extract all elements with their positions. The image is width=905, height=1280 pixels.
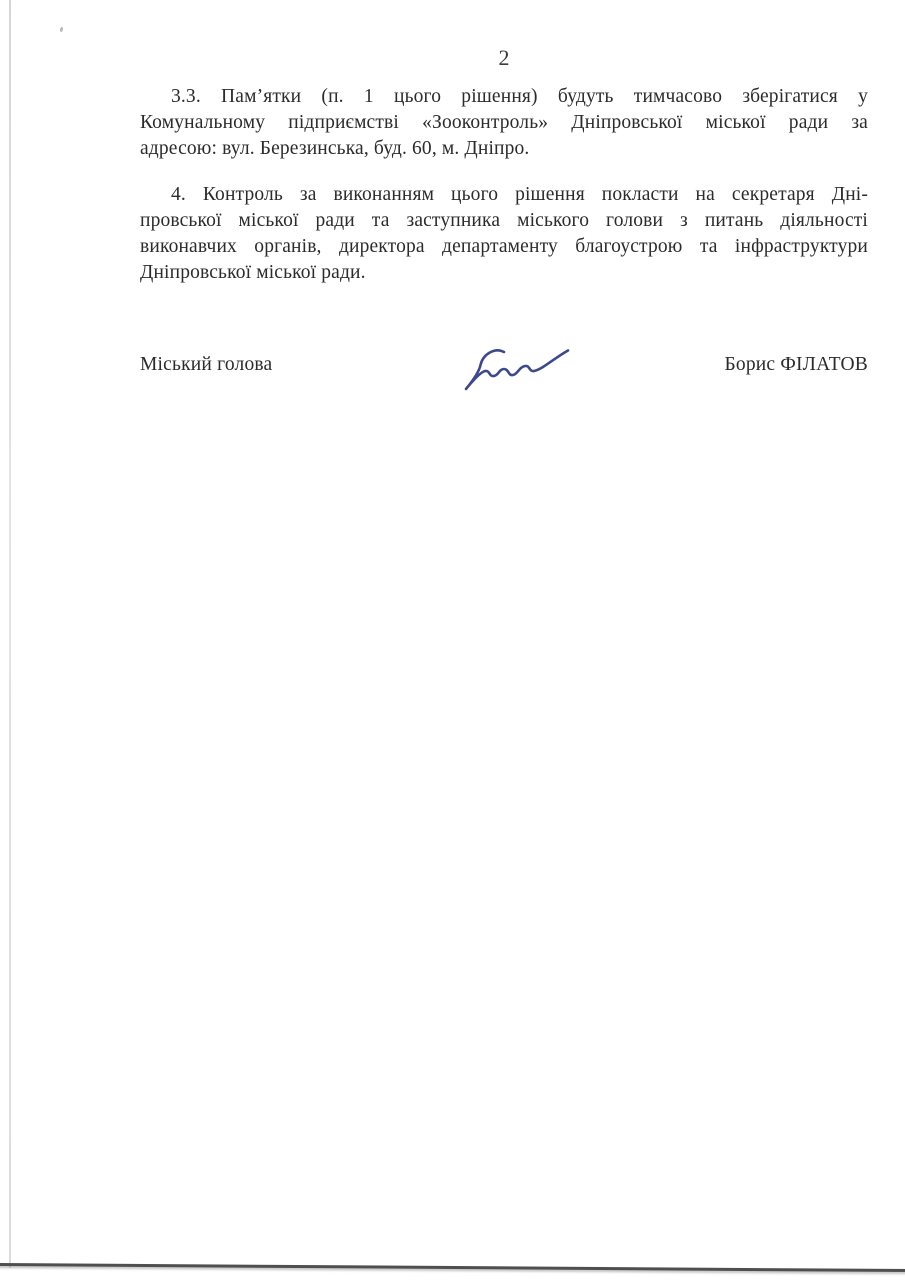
text-line: провської міської ради та заступника міського голови з питань діяльності bbox=[140, 210, 868, 231]
signature-stroke bbox=[466, 350, 568, 389]
text-line: виконавчих органів, директора департаменту благоустрою та інфраструктури bbox=[140, 236, 868, 257]
scan-speck bbox=[60, 27, 64, 33]
text-line: адресою: вул. Березинська, буд. 60, м. Дніпро. bbox=[140, 138, 530, 159]
handwritten-signature-icon bbox=[455, 340, 585, 400]
paragraph-4 bbox=[140, 182, 868, 286]
text-line: 3.3. Пам’ятки (п. 1 цього рішення) будуть тимчасово зберігатися у bbox=[171, 86, 868, 107]
text-line: 4. Контроль за виконанням цього рішення покласти на секретаря Дні- bbox=[171, 184, 868, 205]
paper-left-edge-line bbox=[9, 0, 11, 1268]
page-number: 2 bbox=[498, 45, 510, 70]
paragraph-3-3 bbox=[140, 84, 868, 162]
signatory-role: Міський голова bbox=[140, 354, 273, 375]
signatory-name: Борис ФІЛАТОВ bbox=[724, 354, 868, 375]
text-line: Комунальному підприємстві «Зооконтроль» Дніпровської міської ради за bbox=[140, 112, 868, 133]
scan-bottom-edge-line bbox=[0, 1263, 905, 1272]
text-line: Дніпровської міської ради. bbox=[140, 262, 366, 283]
